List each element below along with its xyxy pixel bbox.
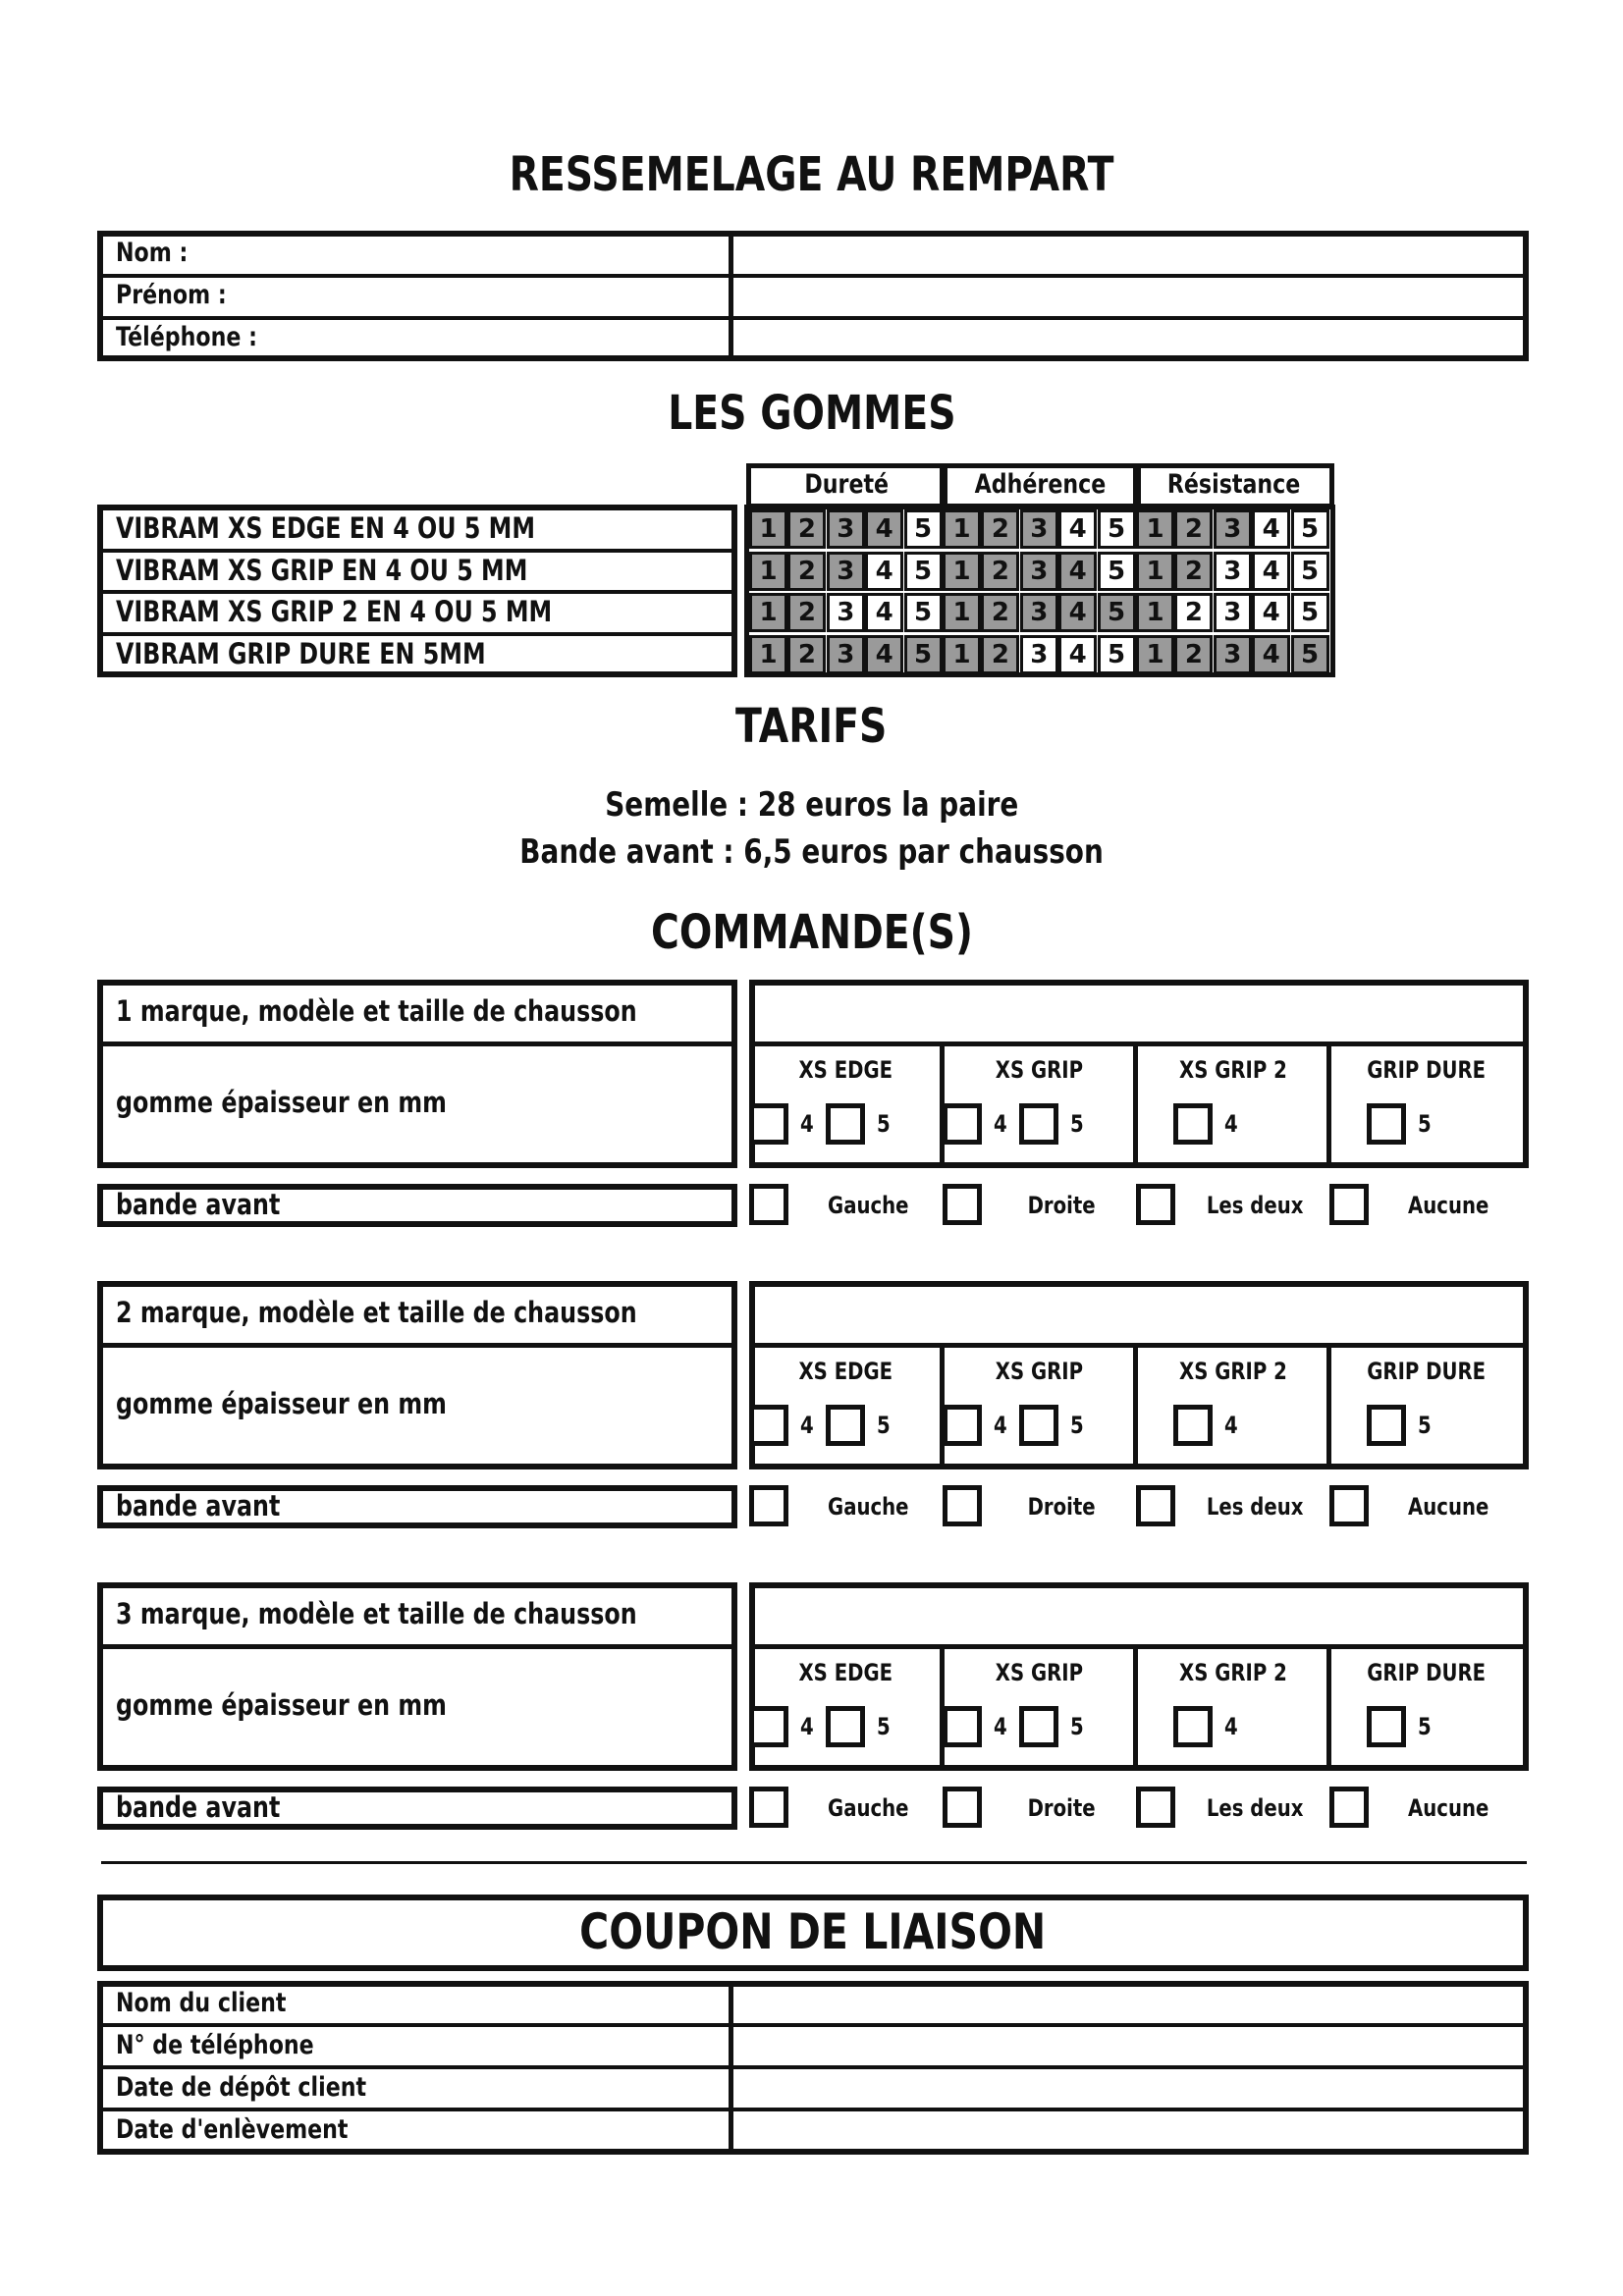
rating-cell-adherence: 4 bbox=[1058, 635, 1097, 674]
gomme-option-header: XS GRIP bbox=[995, 1659, 1084, 1686]
order-thickness-label: gomme épaisseur en mm bbox=[116, 1688, 447, 1722]
gomme-name: VIBRAM XS GRIP 2 EN 4 OU 5 MM bbox=[116, 595, 553, 628]
gomme-option-header: XS GRIP bbox=[995, 1358, 1084, 1385]
row-divider bbox=[97, 632, 737, 636]
bande-option-label: Aucune bbox=[1408, 1493, 1489, 1521]
rating-cell-resistance: 3 bbox=[1214, 593, 1252, 632]
gomme-xs-edge-5-checkbox[interactable] bbox=[826, 1103, 865, 1145]
client-phone-label: Téléphone : bbox=[116, 322, 257, 352]
client-firstname-label: Prénom : bbox=[116, 280, 227, 310]
rating-cell-adherence: 3 bbox=[1020, 593, 1058, 632]
thickness-option-label: 4 bbox=[1224, 1412, 1238, 1439]
bande-avant-label: bande avant bbox=[116, 1489, 281, 1522]
bande-droite-checkbox[interactable] bbox=[943, 1184, 982, 1225]
gommes-heading: LES GOMMES bbox=[667, 386, 956, 441]
gomme-xs-grip-4-checkbox[interactable] bbox=[943, 1405, 982, 1446]
gomme-xs-edge-4-checkbox[interactable] bbox=[749, 1405, 788, 1446]
client-name-label: Nom : bbox=[116, 238, 189, 268]
row-divider bbox=[97, 549, 737, 553]
gomme-name: VIBRAM XS EDGE EN 4 OU 5 MM bbox=[116, 511, 536, 545]
bande-option-label: Gauche bbox=[828, 1794, 909, 1822]
bande-les-deux-checkbox[interactable] bbox=[1136, 1787, 1175, 1828]
rating-cell-resistance: 4 bbox=[1252, 509, 1290, 549]
gomme-option-header: XS GRIP bbox=[995, 1056, 1084, 1084]
rating-cell-resistance: 1 bbox=[1136, 593, 1174, 632]
rating-cell-durete: 1 bbox=[749, 552, 787, 591]
rating-cell-adherence: 3 bbox=[1020, 552, 1058, 591]
gomme-option-header: GRIP DURE bbox=[1367, 1358, 1486, 1385]
page-title: RESSEMELAGE AU REMPART bbox=[509, 147, 1114, 202]
gomme-grip-dure-5-checkbox[interactable] bbox=[1367, 1405, 1406, 1446]
thickness-option-label: 5 bbox=[1418, 1713, 1432, 1740]
rating-cell-durete: 5 bbox=[904, 509, 943, 549]
rating-cell-durete: 1 bbox=[749, 593, 787, 632]
rating-cell-resistance: 2 bbox=[1174, 593, 1213, 632]
thickness-option-label: 5 bbox=[877, 1713, 891, 1740]
gomme-option-header: XS EDGE bbox=[798, 1358, 893, 1385]
bande-gauche-checkbox[interactable] bbox=[749, 1787, 788, 1828]
bande-aucune-checkbox[interactable] bbox=[1329, 1184, 1369, 1225]
bande-aucune-checkbox[interactable] bbox=[1329, 1485, 1369, 1526]
thickness-option-label: 5 bbox=[1070, 1110, 1084, 1138]
coupon-pickup-date-field[interactable] bbox=[734, 2113, 1523, 2150]
rating-cell-resistance: 5 bbox=[1291, 635, 1329, 674]
coupon-heading: COUPON DE LIAISON bbox=[579, 1903, 1047, 1960]
rating-cell-resistance: 3 bbox=[1214, 635, 1252, 674]
rating-cell-durete: 5 bbox=[904, 593, 943, 632]
gomme-grip-dure-5-checkbox[interactable] bbox=[1367, 1103, 1406, 1145]
order-divider bbox=[97, 1343, 737, 1348]
gomme-xs-grip-2-4-checkbox[interactable] bbox=[1173, 1103, 1213, 1145]
rating-cell-adherence: 4 bbox=[1058, 593, 1097, 632]
rating-cell-resistance: 5 bbox=[1291, 593, 1329, 632]
gomme-xs-grip-4-checkbox[interactable] bbox=[943, 1706, 982, 1747]
gomme-xs-grip-4-checkbox[interactable] bbox=[943, 1103, 982, 1145]
rating-cell-resistance: 4 bbox=[1252, 635, 1290, 674]
bande-gauche-checkbox[interactable] bbox=[749, 1184, 788, 1225]
bande-avant-label: bande avant bbox=[116, 1188, 281, 1221]
gomme-xs-grip-5-checkbox[interactable] bbox=[1019, 1405, 1058, 1446]
rating-cell-adherence: 1 bbox=[943, 509, 981, 549]
gomme-option-header: XS EDGE bbox=[798, 1659, 893, 1686]
order-3-shoe-field[interactable] bbox=[756, 1588, 1522, 1643]
rating-cell-durete: 3 bbox=[827, 593, 865, 632]
rating-cell-durete: 1 bbox=[749, 635, 787, 674]
client-phone-field[interactable] bbox=[734, 321, 1523, 358]
rating-cell-adherence: 5 bbox=[1098, 635, 1136, 674]
thickness-option-label: 5 bbox=[877, 1412, 891, 1439]
rating-cell-adherence: 1 bbox=[943, 552, 981, 591]
rating-cell-durete: 5 bbox=[904, 635, 943, 674]
rating-cell-durete: 5 bbox=[904, 552, 943, 591]
rating-cell-adherence: 3 bbox=[1020, 509, 1058, 549]
rating-cell-resistance: 1 bbox=[1136, 635, 1174, 674]
rating-cell-resistance: 2 bbox=[1174, 552, 1213, 591]
thickness-option-label: 5 bbox=[1070, 1713, 1084, 1740]
thickness-option-label: 4 bbox=[994, 1110, 1007, 1138]
row-divider bbox=[97, 590, 737, 594]
bande-droite-checkbox[interactable] bbox=[943, 1485, 982, 1526]
rating-cell-resistance: 1 bbox=[1136, 509, 1174, 549]
order-divider bbox=[97, 1644, 737, 1649]
thickness-option-label: 4 bbox=[1224, 1110, 1238, 1138]
rating-cell-durete: 4 bbox=[865, 635, 903, 674]
order-shoe-label: 2 marque, modèle et taille de chausson bbox=[116, 1296, 637, 1329]
order-divider bbox=[97, 1041, 737, 1046]
thickness-option-label: 5 bbox=[877, 1110, 891, 1138]
rating-cell-adherence: 1 bbox=[943, 593, 981, 632]
thickness-option-label: 4 bbox=[800, 1110, 814, 1138]
rating-cell-adherence: 2 bbox=[981, 509, 1019, 549]
rating-cell-resistance: 4 bbox=[1252, 593, 1290, 632]
order-divider bbox=[749, 1041, 1529, 1046]
criterion-header-durete: Dureté bbox=[746, 463, 947, 508]
rating-cell-resistance: 4 bbox=[1252, 552, 1290, 591]
bande-option-label: Aucune bbox=[1408, 1794, 1489, 1822]
rating-cell-adherence: 1 bbox=[943, 635, 981, 674]
client-firstname-field[interactable] bbox=[734, 279, 1523, 316]
gomme-xs-edge-5-checkbox[interactable] bbox=[826, 1706, 865, 1747]
order-1-shoe-field[interactable] bbox=[756, 986, 1522, 1041]
order-divider bbox=[749, 1343, 1529, 1348]
rating-cell-durete: 4 bbox=[865, 552, 903, 591]
bande-option-label: Aucune bbox=[1408, 1192, 1489, 1219]
rating-cell-durete: 2 bbox=[787, 552, 826, 591]
bande-droite-checkbox[interactable] bbox=[943, 1787, 982, 1828]
gomme-xs-edge-4-checkbox[interactable] bbox=[749, 1103, 788, 1145]
rating-cell-adherence: 5 bbox=[1098, 509, 1136, 549]
bande-option-label: Droite bbox=[1027, 1192, 1097, 1219]
bande-aucune-checkbox[interactable] bbox=[1329, 1787, 1369, 1828]
tarifs-heading: TARIFS bbox=[735, 699, 888, 754]
coupon-client-name-label: Nom du client bbox=[116, 1988, 287, 2018]
bande-gauche-checkbox[interactable] bbox=[749, 1485, 788, 1526]
coupon-pickup-date-label: Date d'enlèvement bbox=[116, 2114, 349, 2145]
gomme-xs-grip-2-4-checkbox[interactable] bbox=[1173, 1706, 1213, 1747]
order-shoe-label: 3 marque, modèle et taille de chausson bbox=[116, 1597, 637, 1630]
order-shoe-label: 1 marque, modèle et taille de chausson bbox=[116, 994, 637, 1028]
thickness-option-label: 4 bbox=[1224, 1713, 1238, 1740]
order-2-shoe-field[interactable] bbox=[756, 1287, 1522, 1342]
rating-cell-adherence: 2 bbox=[981, 635, 1019, 674]
gomme-xs-grip-5-checkbox[interactable] bbox=[1019, 1103, 1058, 1145]
coupon-separator bbox=[101, 1861, 1527, 1864]
coupon-deposit-date-label: Date de dépôt client bbox=[116, 2072, 367, 2103]
rating-cell-durete: 3 bbox=[827, 552, 865, 591]
rating-cell-resistance: 1 bbox=[1136, 552, 1174, 591]
commandes-heading: COMMANDE(S) bbox=[650, 905, 973, 960]
criterion-header-resistance: Résistance bbox=[1133, 463, 1334, 508]
bande-option-label: Gauche bbox=[828, 1192, 909, 1219]
rating-cell-adherence: 2 bbox=[981, 593, 1019, 632]
rating-cell-durete: 3 bbox=[827, 509, 865, 549]
gomme-option-header: XS GRIP 2 bbox=[1178, 1659, 1287, 1686]
bande-les-deux-checkbox[interactable] bbox=[1136, 1485, 1175, 1526]
rating-cell-resistance: 2 bbox=[1174, 635, 1213, 674]
gomme-xs-edge-5-checkbox[interactable] bbox=[826, 1405, 865, 1446]
tarif-bande-avant: Bande avant : 6,5 euros par chausson bbox=[519, 832, 1104, 872]
thickness-option-label: 5 bbox=[1070, 1412, 1084, 1439]
gomme-grip-dure-5-checkbox[interactable] bbox=[1367, 1706, 1406, 1747]
rating-cell-durete: 4 bbox=[865, 509, 903, 549]
rating-cell-resistance: 5 bbox=[1291, 552, 1329, 591]
bande-option-label: Gauche bbox=[828, 1493, 909, 1521]
thickness-option-label: 4 bbox=[800, 1713, 814, 1740]
rating-cell-resistance: 5 bbox=[1291, 509, 1329, 549]
rating-cell-adherence: 2 bbox=[981, 552, 1019, 591]
rating-cell-adherence: 4 bbox=[1058, 552, 1097, 591]
rating-cell-durete: 2 bbox=[787, 593, 826, 632]
gomme-option-header: XS GRIP 2 bbox=[1178, 1056, 1287, 1084]
gomme-option-header: GRIP DURE bbox=[1367, 1056, 1486, 1084]
rating-cell-adherence: 5 bbox=[1098, 593, 1136, 632]
coupon-client-name-field[interactable] bbox=[734, 1987, 1523, 2023]
gomme-xs-grip-5-checkbox[interactable] bbox=[1019, 1706, 1058, 1747]
rating-cell-resistance: 2 bbox=[1174, 509, 1213, 549]
thickness-option-label: 5 bbox=[1418, 1110, 1432, 1138]
gomme-option-header: XS GRIP 2 bbox=[1178, 1358, 1287, 1385]
bande-option-label: Les deux bbox=[1207, 1794, 1304, 1822]
bande-les-deux-checkbox[interactable] bbox=[1136, 1184, 1175, 1225]
criterion-header-adherence: Adhérence bbox=[940, 463, 1141, 508]
gomme-option-header: GRIP DURE bbox=[1367, 1659, 1486, 1686]
thickness-option-label: 5 bbox=[1418, 1412, 1432, 1439]
bande-option-label: Les deux bbox=[1207, 1493, 1304, 1521]
rating-cell-adherence: 4 bbox=[1058, 509, 1097, 549]
bande-option-label: Droite bbox=[1027, 1493, 1097, 1521]
rating-cell-resistance: 3 bbox=[1214, 509, 1252, 549]
thickness-option-label: 4 bbox=[994, 1412, 1007, 1439]
rating-cell-durete: 4 bbox=[865, 593, 903, 632]
bande-avant-label: bande avant bbox=[116, 1790, 281, 1824]
bande-option-label: Les deux bbox=[1207, 1192, 1304, 1219]
thickness-option-label: 4 bbox=[800, 1412, 814, 1439]
gomme-xs-grip-2-4-checkbox[interactable] bbox=[1173, 1405, 1213, 1446]
gomme-name: VIBRAM XS GRIP EN 4 OU 5 MM bbox=[116, 553, 528, 587]
gomme-name: VIBRAM GRIP DURE EN 5MM bbox=[116, 636, 486, 670]
order-divider bbox=[749, 1644, 1529, 1649]
coupon-deposit-date-field[interactable] bbox=[734, 2071, 1523, 2108]
gomme-option-header: XS EDGE bbox=[798, 1056, 893, 1084]
rating-cell-durete: 2 bbox=[787, 635, 826, 674]
rating-cell-adherence: 3 bbox=[1020, 635, 1058, 674]
rating-cell-adherence: 5 bbox=[1098, 552, 1136, 591]
bande-option-label: Droite bbox=[1027, 1794, 1097, 1822]
client-name-field[interactable] bbox=[734, 237, 1523, 274]
thickness-option-label: 4 bbox=[994, 1713, 1007, 1740]
order-thickness-label: gomme épaisseur en mm bbox=[116, 1387, 447, 1420]
tarif-semelle: Semelle : 28 euros la paire bbox=[604, 785, 1019, 825]
rating-cell-durete: 1 bbox=[749, 509, 787, 549]
rating-cell-durete: 3 bbox=[827, 635, 865, 674]
coupon-phone-label: N° de téléphone bbox=[116, 2030, 314, 2060]
order-thickness-label: gomme épaisseur en mm bbox=[116, 1086, 447, 1119]
rating-cell-resistance: 3 bbox=[1214, 552, 1252, 591]
rating-cell-durete: 2 bbox=[787, 509, 826, 549]
gomme-xs-edge-4-checkbox[interactable] bbox=[749, 1706, 788, 1747]
coupon-phone-field[interactable] bbox=[734, 2029, 1523, 2065]
